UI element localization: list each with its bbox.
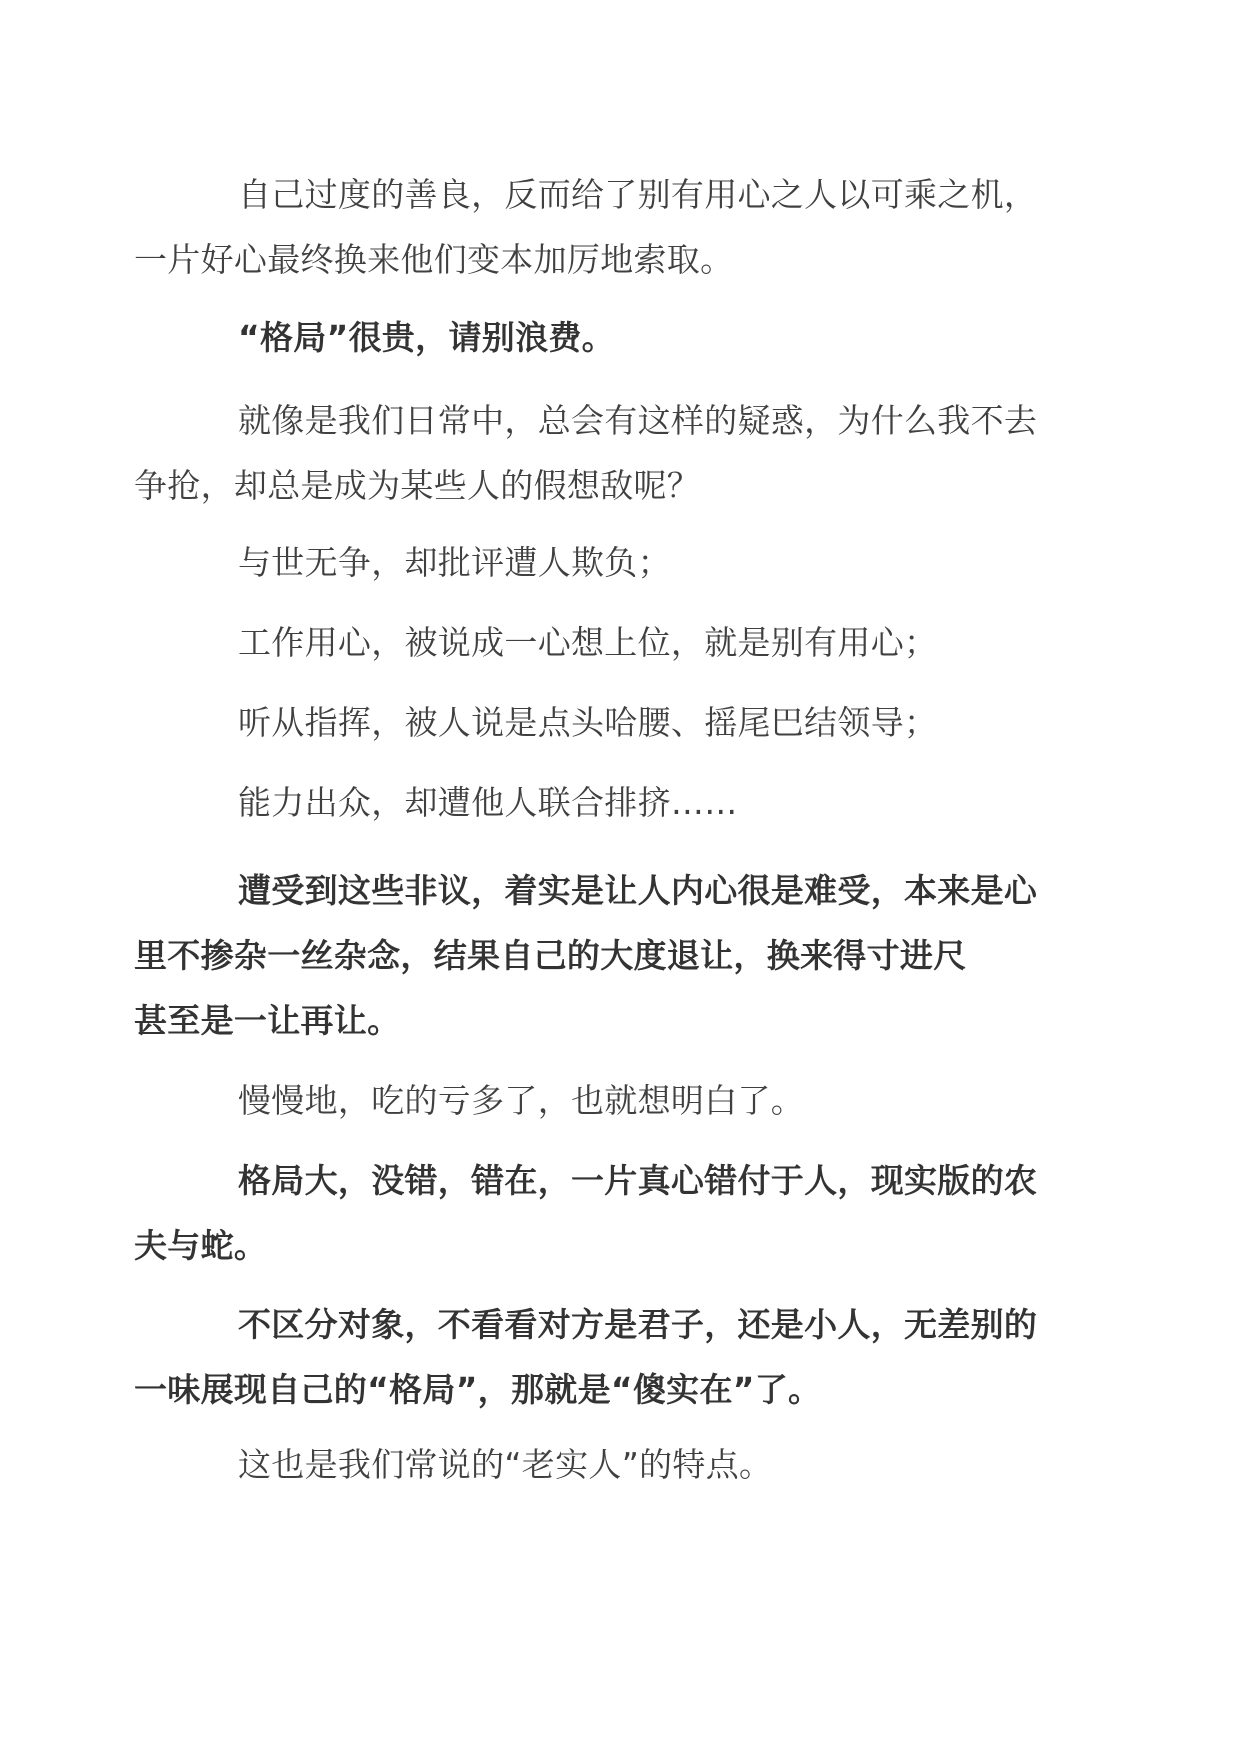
paragraph-9 [186, 1068, 1056, 1133]
paragraph-3 [134, 388, 1056, 518]
paragraph-line: 这也是我们常说的“老实人”的特点。 [238, 1445, 773, 1484]
paragraph-line: 工作用心，被说成一心想上位，就是别有用心； [238, 623, 938, 662]
paragraph-line: “格局”很贵，请别浪费。 [238, 318, 615, 357]
paragraph-7 [186, 770, 1056, 835]
paragraph-1 [134, 162, 1056, 292]
paragraph-line: 争抢，却总是成为某些人的假想敌呢？ [134, 466, 701, 505]
paragraph-11 [134, 1292, 1056, 1422]
paragraph-line: 就像是我们日常中，总会有这样的疑惑，为什么我不去 [238, 401, 1038, 440]
paragraph-2-heading [186, 305, 1056, 370]
paragraph-line: 遭受到这些非议，着实是让人内心很是难受，本来是心 [238, 871, 1038, 910]
paragraph-line: 不区分对象，不看看对方是君子，还是小人，无差别的 [238, 1305, 1038, 1344]
paragraph-line: 能力出众，却遭他人联合排挤…… [238, 783, 738, 822]
paragraph-line: 里不掺杂一丝杂念，结果自己的大度退让，换来得寸进尺 [134, 936, 967, 975]
paragraph-line: 夫与蛇。 [134, 1226, 268, 1265]
paragraph-5 [186, 610, 1056, 675]
paragraph-line: 听从指挥，被人说是点头哈腰、摇尾巴结领导； [238, 703, 938, 742]
paragraph-10 [134, 1148, 1056, 1278]
paragraph-line: 慢慢地，吃的亏多了，也就想明白了。 [238, 1081, 805, 1120]
paragraph-line: 自己过度的善良，反而给了别有用心之人以可乘之机， [238, 175, 1038, 214]
paragraph-8 [134, 858, 1056, 1053]
paragraph-12 [186, 1432, 1056, 1497]
paragraph-line: 格局大，没错，错在，一片真心错付于人，现实版的农 [238, 1161, 1038, 1200]
paragraph-line: 与世无争，却批评遭人欺负； [238, 543, 671, 582]
paragraph-line: 甚至是一让再让。 [134, 1001, 401, 1040]
paragraph-line: 一片好心最终换来他们变本加厉地索取。 [134, 240, 734, 279]
paragraph-6 [186, 690, 1056, 755]
paragraph-4 [186, 530, 1056, 595]
paragraph-line: 一味展现自己的“格局”，那就是“傻实在”了。 [134, 1370, 822, 1409]
